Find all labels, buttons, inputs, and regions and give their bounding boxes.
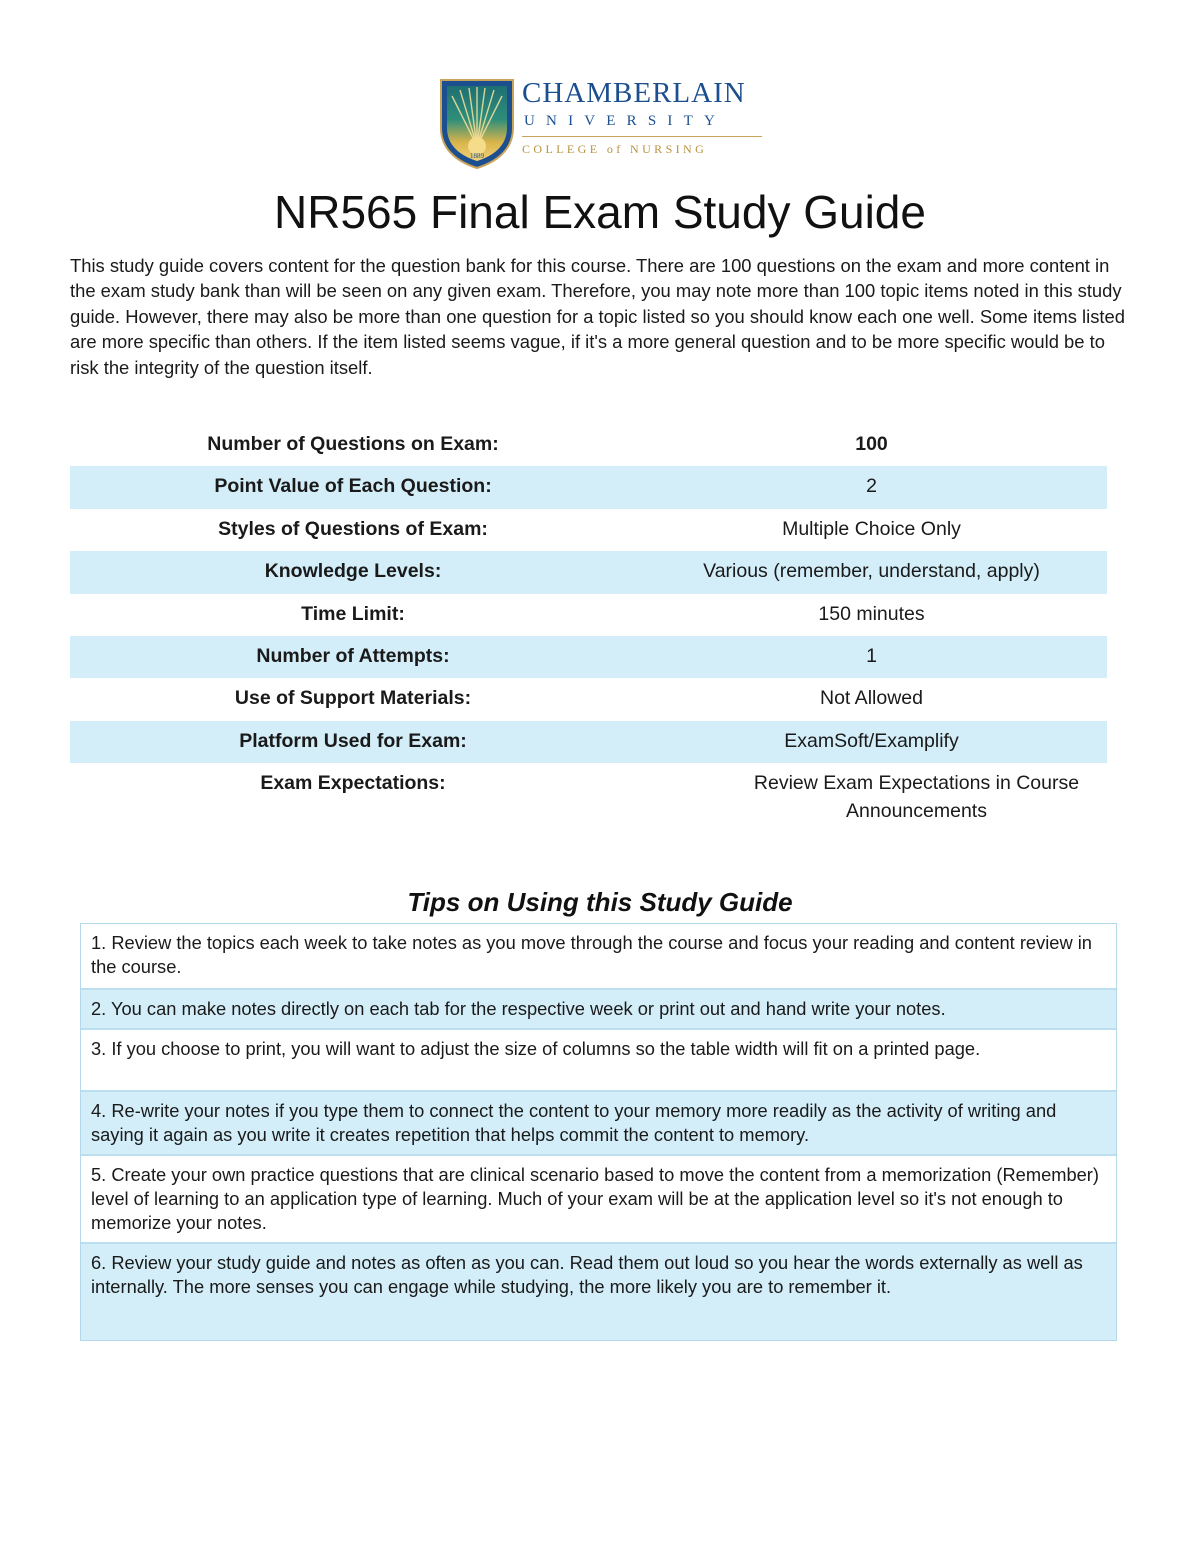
exam-info-label: Styles of Questions of Exam: xyxy=(218,517,488,540)
exam-info-row xyxy=(70,763,1107,823)
logo-wordmark xyxy=(522,76,762,157)
shield-crest-icon xyxy=(438,76,516,170)
exam-info-label: Time Limit: xyxy=(301,602,405,625)
logo-divider xyxy=(522,136,762,137)
exam-info-value: ExamSoft/Examplify xyxy=(784,729,959,752)
tip-row: 4. Re-write your notes if you type them to connect the content to your memory more readily as the activity of writing and saying it again as you write it creates repetition that helps commit the content to memory. xyxy=(81,1092,1116,1156)
tips-heading: Tips on Using this Study Guide xyxy=(407,887,793,917)
exam-info-row xyxy=(70,509,1107,551)
exam-info-value: 2 xyxy=(866,475,877,498)
logo-year: 1889 xyxy=(470,152,484,160)
exam-info-row xyxy=(70,466,1107,508)
exam-info-row xyxy=(70,424,1107,466)
tip-row: 2. You can make notes directly on each tab for the respective week or print out and hand write your notes. xyxy=(81,990,1116,1030)
exam-info-row xyxy=(70,678,1107,720)
tip-row: 5. Create your own practice questions that are clinical scenario based to move the content from a memorization (Remember) level of learning to an application type of learning. Much of your exam will be at the application level so it's not enough to memorize your notes. xyxy=(81,1156,1116,1244)
intro-paragraph: This study guide covers content for the question bank for this course. There are 100 questions on the exam and more content in the exam study bank than will be seen on any given exam. Therefore, you may note more than 100 topic items noted in this study guide. However, there may also be more than one question for a topic listed so you should know each one well. Some items listed are more specific than others. If the item listed seems vague, if it's a more general question and to be more specific would be to risk the integrity of the question itself. xyxy=(70,255,1125,378)
tip-row: 3. If you choose to print, you will want to adjust the size of columns so the table width will fit on a printed page. xyxy=(81,1030,1116,1092)
exam-info-label: Use of Support Materials: xyxy=(234,687,472,710)
page-title: NR565 Final Exam Study Guide xyxy=(274,186,926,238)
exam-info-table xyxy=(70,424,1107,823)
exam-info-value: Various (remember, understand, apply) xyxy=(703,560,1040,583)
exam-info-label: Knowledge Levels: xyxy=(264,560,442,583)
chamberlain-logo xyxy=(438,76,768,170)
tips-table xyxy=(80,923,1117,1341)
exam-info-label: Platform Used for Exam: xyxy=(239,729,467,752)
logo-college: COLLEGE of NURSING xyxy=(522,142,708,156)
logo-name: CHAMBERLAIN xyxy=(522,77,746,109)
exam-info-label: Point Value of Each Question: xyxy=(214,475,492,498)
exam-info-label: Number of Attempts: xyxy=(256,644,450,667)
exam-info-value: Review Exam Expectations in Course Announcements xyxy=(753,772,1080,823)
exam-info-row xyxy=(70,594,1107,636)
exam-info-value: Multiple Choice Only xyxy=(782,517,961,540)
exam-info-label: Exam Expectations: xyxy=(260,772,446,795)
exam-info-value: 1 xyxy=(866,644,877,667)
exam-info-row xyxy=(70,636,1107,678)
tip-row: 6. Review your study guide and notes as often as you can. Read them out loud so you hear the words externally as well as internally. The more senses you can engage while studying, the more likely you are to remember it. xyxy=(81,1244,1116,1340)
exam-info-label: Number of Questions on Exam: xyxy=(207,433,499,455)
tip-row: 1. Review the topics each week to take notes as you move through the course and focus your reading and content review in the course. xyxy=(81,924,1116,990)
logo-university: UNIVERSITY xyxy=(524,113,726,129)
exam-info-value: 150 minutes xyxy=(818,602,925,625)
exam-info-row xyxy=(70,551,1107,593)
exam-info-row xyxy=(70,721,1107,763)
exam-info-value: Not Allowed xyxy=(820,687,923,710)
exam-info-value: 100 xyxy=(855,433,888,455)
